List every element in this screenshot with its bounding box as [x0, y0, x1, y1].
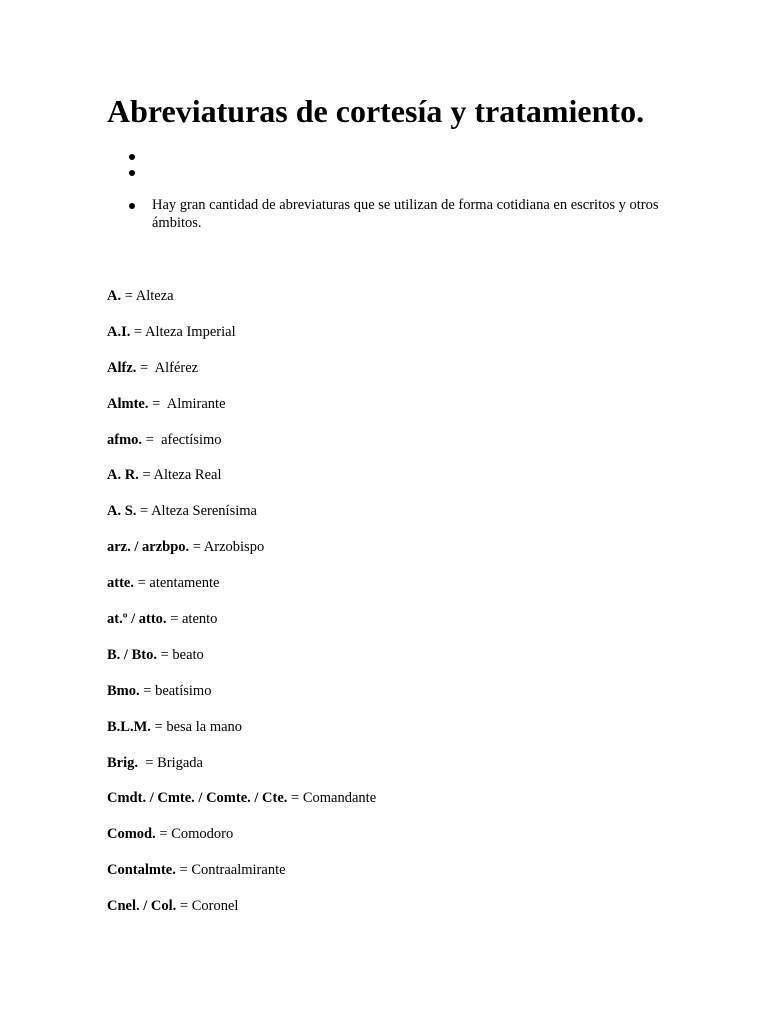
abbreviation-meaning: afectísimo — [161, 431, 222, 448]
abbreviation-meaning: Alférez — [154, 359, 199, 376]
abbreviation-meaning: Alteza Serenísima — [151, 503, 257, 520]
abbreviation-entry — [107, 860, 667, 896]
abbreviation-term: A.I. — [107, 323, 131, 340]
abbreviation-meaning: Contraalmirante — [191, 862, 286, 879]
equals-separator: = — [121, 288, 136, 304]
equals-separator: = — [175, 862, 192, 879]
abbreviation-term: A. R. — [107, 467, 139, 484]
equals-separator: = — [138, 467, 154, 484]
abbreviation-entry — [107, 358, 667, 394]
abbreviation-entry — [107, 322, 667, 358]
equals-separator: = — [139, 682, 156, 699]
empty-bullet — [129, 154, 135, 160]
abbreviation-term: Comod. — [107, 826, 156, 843]
equals-separator: = — [130, 323, 146, 340]
abbreviation-entry — [107, 609, 667, 645]
equals-separator: = — [133, 575, 150, 592]
abbreviation-entry — [107, 645, 667, 681]
abbreviation-term: Bmo. — [107, 682, 140, 699]
equals-separator: = — [136, 359, 155, 376]
abbreviation-meaning: beatísimo — [155, 682, 212, 699]
intro-text: Hay gran cantidad de abreviaturas que se utilizan de forma cotidiana en escritos y otros ámbitos. — [152, 197, 659, 231]
abbreviation-entry — [107, 573, 667, 609]
abbreviation-term: A. S. — [107, 503, 137, 520]
empty-bullet — [129, 170, 135, 176]
abbreviation-term: A. — [107, 288, 122, 304]
abbreviation-term: Cmdt. / Cmte. / Comte. / Cte. — [107, 790, 288, 807]
abbreviation-meaning: Alteza Real — [153, 467, 222, 484]
abbreviation-term: Almte. — [107, 395, 149, 412]
intro-bullet — [129, 203, 135, 209]
abbreviation-entry — [107, 717, 667, 753]
abbreviation-meaning: Coronel — [191, 898, 239, 915]
abbreviation-entry — [107, 286, 667, 322]
equals-separator: = — [189, 539, 204, 556]
abbreviation-entry — [107, 753, 667, 789]
abbreviation-meaning: Alteza Imperial — [145, 323, 236, 340]
abbreviation-term: at.º / atto. — [107, 611, 167, 628]
abbreviation-term: arz. / arzbpo. — [107, 539, 190, 556]
abbreviation-meaning: besa la mano — [166, 718, 243, 735]
equals-separator: = — [287, 790, 303, 807]
abbreviation-entry — [107, 394, 667, 430]
equals-separator: = — [150, 718, 167, 735]
page-title: Abreviaturas de cortesía y tratamiento. — [107, 93, 645, 129]
abbreviation-term: Cnel. / Col. — [107, 898, 177, 915]
abbreviation-meaning: Comandante — [302, 790, 377, 807]
abbreviation-meaning: Comodoro — [171, 826, 234, 843]
abbreviation-term: Alfz. — [107, 359, 137, 376]
equals-separator: = — [176, 898, 192, 915]
abbreviation-term: B. / Bto. — [107, 646, 157, 663]
abbreviation-meaning: atento — [182, 611, 218, 628]
abbreviation-term: Brig. — [107, 754, 139, 771]
abbreviation-entry — [107, 501, 667, 537]
equals-separator: = — [142, 431, 162, 448]
abbreviation-meaning: beato — [172, 646, 204, 663]
equals-separator: = — [138, 754, 158, 771]
abbreviation-list — [107, 286, 667, 932]
abbreviation-entry — [107, 824, 667, 860]
abbreviation-meaning: Brigada — [157, 754, 203, 771]
abbreviation-entry — [107, 681, 667, 717]
equals-separator: = — [156, 646, 173, 663]
abbreviation-term: atte. — [107, 575, 134, 592]
abbreviation-entry — [107, 430, 667, 466]
abbreviation-term: Contalmte. — [107, 862, 176, 879]
equals-separator: = — [148, 395, 167, 412]
abbreviation-term: afmo. — [107, 431, 143, 448]
abbreviation-meaning: Almirante — [166, 395, 226, 412]
abbreviation-meaning: atentamente — [149, 575, 220, 592]
abbreviation-meaning: Alteza — [135, 288, 174, 304]
equals-separator: = — [166, 611, 182, 628]
equals-separator: = — [155, 826, 172, 843]
abbreviation-term: B.L.M. — [107, 718, 151, 735]
abbreviation-meaning: Arzobispo — [203, 539, 265, 556]
equals-separator: = — [136, 503, 152, 520]
abbreviation-entry — [107, 465, 667, 501]
abbreviation-entry — [107, 896, 667, 932]
abbreviation-entry — [107, 537, 667, 573]
abbreviation-entry — [107, 788, 667, 824]
